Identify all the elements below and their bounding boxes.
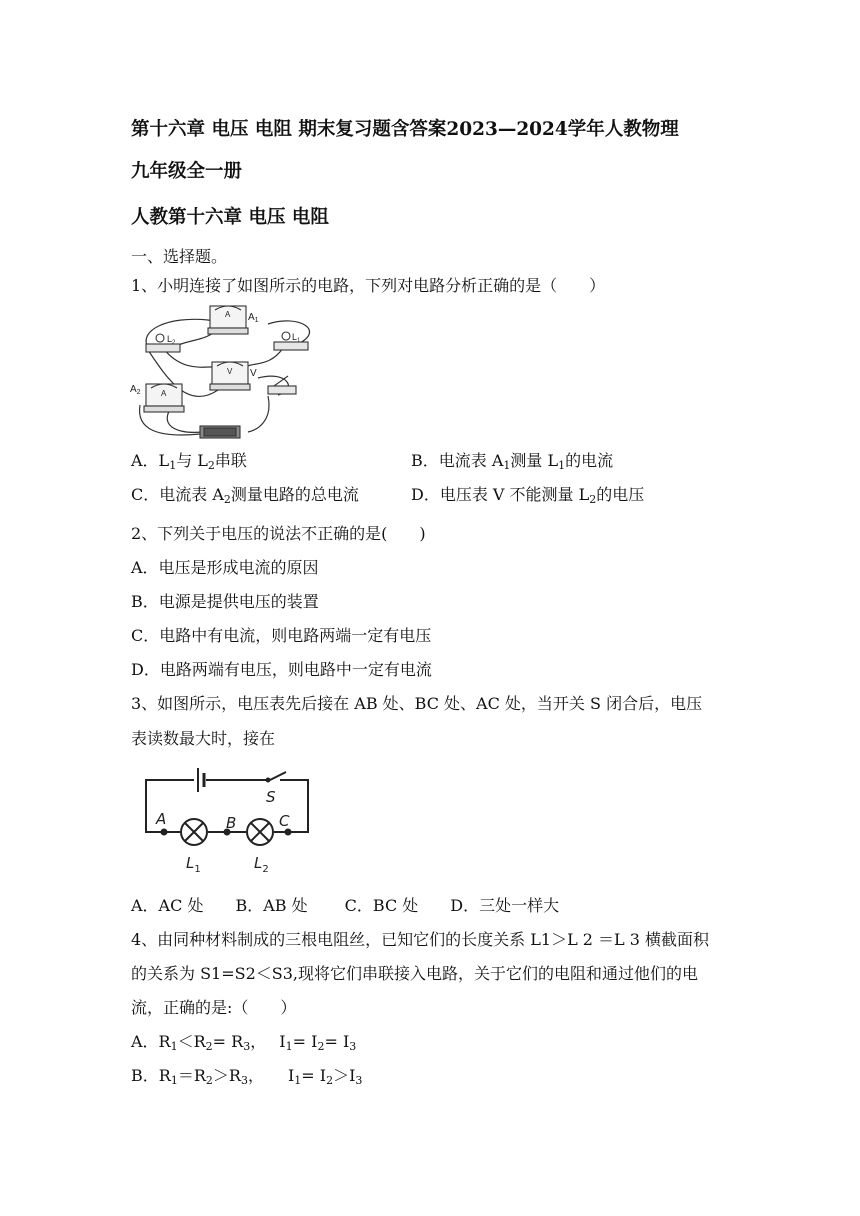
doc-title-line2: 九年级全一册 [131,161,243,182]
q4-stem-line1: 4、由同种材料制成的三根电阻丝，已知它们的长度关系 L1＞L 2 ＝L 3 横截面积 [131,930,710,949]
q3-stem-line2: 表读数最大时，接在 [131,729,276,748]
v-meter-letter: V [227,367,233,376]
q2-option-c: C．电路中有电流，则电路两端一定有电压 [131,626,432,645]
a2-meter-letter: A [161,389,167,398]
doc-title-line1: 第十六章 电压 电阻 期末复习题含答案2023—2024学年人教物理 [131,119,679,140]
q3-circuit-figure [138,764,318,874]
q1-stem: 1、小明连接了如图所示的电路，下列对电路分析正确的是（ ） [131,276,606,295]
l1-label: $L_1$ [292,332,301,344]
lamp-l1-label: $L_1$ [186,854,201,874]
q1-option-b: B．电流表 $A_1$测量 $L_1$的电流 [411,451,614,472]
a2-label: $A_2$ [130,384,141,396]
q1-circuit-figure [128,300,324,446]
q1-option-a: A．$L_1$与 $L_2$串联 [131,451,247,472]
l2-label: $L_2$ [167,334,176,346]
point-b-label: B [226,814,237,832]
q2-option-d: D．电路两端有电压，则电路中一定有电流 [131,660,432,679]
v-label: V [250,368,257,379]
switch-s-label: S [266,788,276,806]
q3-stem-line1: 3、如图所示，电压表先后接在 AB 处、BC 处、AC 处，当开关 S 闭合后，电压 [131,694,703,713]
q1-option-d: D．电压表 V 不能测量 $L_2$的电压 [411,485,645,506]
q2-option-b: B．电源是提供电压的装置 [131,592,319,611]
a1-label: $A_1$ [248,312,259,324]
doc-subtitle: 人教第十六章 电压 电阻 [131,207,329,228]
q4-stem-line2: 的关系为 S1=S2＜S3,现将它们串联接入电路，关于它们的电阻和通过他们的电 [131,964,699,983]
q4-option-a: A．$R_1<R_2= R_3$， $I_1= I_2= I_3$ [131,1032,357,1053]
a1-meter-letter: A [225,310,231,319]
q4-stem-line3: 流，正确的是:（ ） [131,998,297,1017]
section-heading: 一、选择题。 [131,247,228,266]
q1-option-c: C．电流表 $A_2$测量电路的总电流 [131,485,359,506]
lamp-l2-label: $L_2$ [254,854,269,874]
q3-options: A．AC 处 B．AB 处 C．BC 处 D．三处一样大 [131,896,560,915]
point-c-label: C [279,812,290,830]
q2-option-a: A．电压是形成电流的原因 [131,558,319,577]
q4-option-b: B．$R_1=R_2>R_3$， $I_1= I_2>I_3$ [131,1066,363,1087]
point-a-label: A [156,810,167,828]
q2-stem: 2、下列关于电压的说法不正确的是( ) [131,524,426,543]
